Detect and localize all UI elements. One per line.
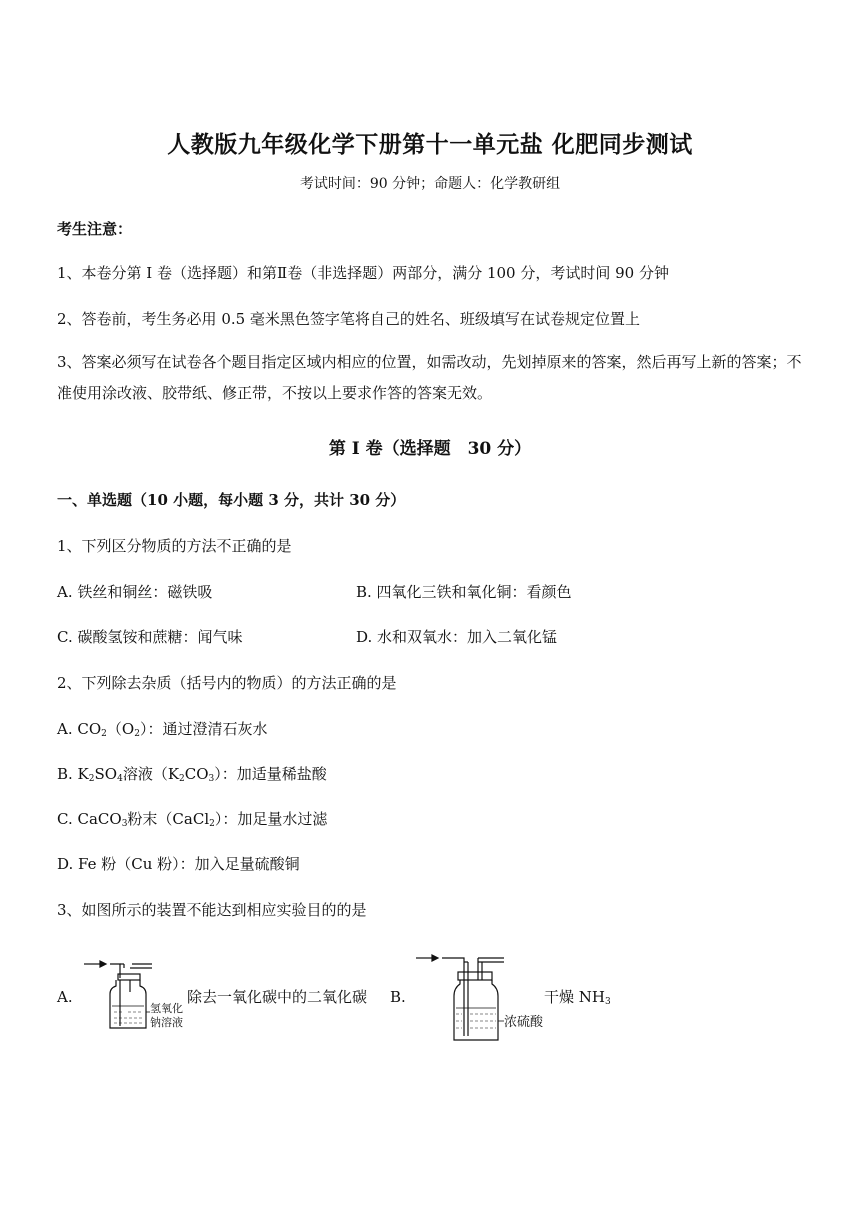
- question-3-option-a-label: A.: [57, 988, 73, 1006]
- notice-item-3: 3、答案必须写在试卷各个题目指定区域内相应的位置，如需改动，先划掉原来的答案，然后再写上新的答案；不准使用涂改液、胶带纸、修正带，不按以上要求作答的答案无效。: [57, 353, 802, 402]
- part-heading: 一、单选题（10 小题，每小题 3 分，共计 30 分）: [57, 491, 406, 509]
- gas-washing-bottle-b-diagram: [412, 950, 552, 1046]
- notice-item-1: 1、本卷分第 I 卷（选择题）和第Ⅱ卷（非选择题）两部分，满分 100 分，考试时间 90 分钟: [57, 264, 669, 282]
- question-3-option-b-label: B.: [390, 988, 406, 1006]
- inlet-arrow-head: [100, 961, 106, 967]
- question-3-option-a-text: 除去一氧化碳中的二氧化碳: [187, 988, 368, 1006]
- question-2-option-d: D. Fe 粉（Cu 粉）：加入足量硫酸铜: [57, 855, 300, 873]
- notice-heading: 考生注意：: [57, 220, 133, 238]
- question-3-stem: 3、如图所示的装置不能达到相应实验目的的是: [57, 901, 367, 919]
- naoh-label-line1: 氢氧化: [150, 1002, 183, 1015]
- question-2-stem: 2、下列除去杂质（括号内的物质）的方法正确的是: [57, 674, 397, 692]
- section-title: 第 I 卷（选择题 30 分）: [328, 439, 532, 459]
- question-1-option-d: D. 水和双氧水：加入二氧化锰: [356, 628, 558, 646]
- question-3-option-b-text: 干燥 $NH_3$: [544, 988, 611, 1007]
- question-2-option-a: A. $CO_2(O_2)$：通过澄清石灰水: [57, 720, 268, 739]
- notice-item-2: 2、答卷前，考生务必用 0.5 毫米黑色签字笔将自己的姓名、班级填写在试卷规定位置上: [57, 310, 640, 328]
- question-1-option-a: A. 铁丝和铜丝：磁铁吸: [57, 583, 213, 601]
- naoh-label-line2: 钠溶液: [150, 1016, 183, 1029]
- question-2-option-c: C. CaCO$_3$粉末（CaCl$_2$）：加足量水过滤: [57, 810, 328, 829]
- question-1-option-b: B. 四氧化三铁和氧化铜：看颜色: [356, 583, 572, 601]
- question-1-stem: 1、下列区分物质的方法不正确的是: [57, 537, 292, 555]
- gas-washing-bottle-a-diagram: [80, 956, 190, 1036]
- question-1-option-c: C. 碳酸氢铵和蔗糖：闻气味: [57, 628, 243, 646]
- question-2-option-b: B. $K_2SO_4$溶液$(K_2CO_3)$：加适量稀盐酸: [57, 765, 327, 784]
- exam-subtitle: 考试时间：90 分钟；命题人：化学教研组: [299, 176, 561, 192]
- page-title: 人教版九年级化学下册第十一单元盐 化肥同步测试: [167, 131, 693, 158]
- sulfuric-acid-label: 浓硫酸: [504, 1015, 544, 1030]
- inlet-arrow-head-b: [432, 955, 438, 961]
